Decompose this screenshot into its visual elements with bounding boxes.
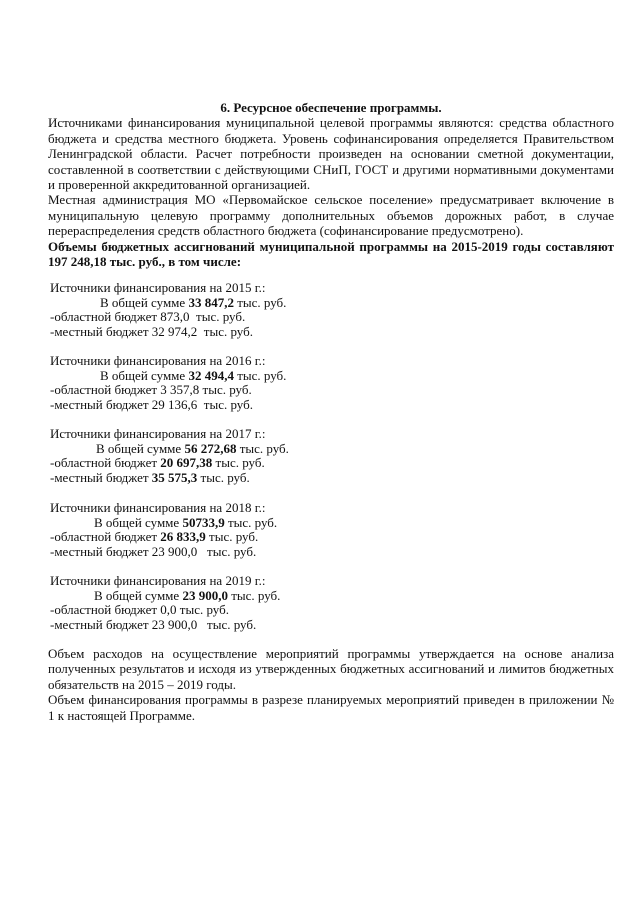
paragraph-local-administration: Местная администрация МО «Первомайское сельское поселение» предусматривает включение в муниципальную целевую программу дополнительных объемов дорожных работ, в случае перераспределения средств областного бюджета (софинансирование предусмотрено). (48, 192, 614, 239)
funding-heading: Источники финансирования на 2016 г.: (50, 353, 266, 368)
funding-total-value: 23 900,0 (182, 587, 228, 603)
funding-regional: -областной бюджет 873,0 тыс. руб. (50, 309, 246, 325)
funding-local: -местный бюджет 29 136,6 тыс. руб. (50, 396, 254, 412)
funding-regional-value: 0,0 (160, 602, 177, 618)
funding-local-value: 23 900,0 (151, 616, 198, 632)
funding-block-2017 (50, 427, 289, 485)
funding-regional: -областной бюджет 26 833,9 тыс. руб. (50, 529, 259, 545)
funding-local-value: 29 136,6 (151, 396, 198, 412)
funding-total: В общей сумме 32 494,4 тыс. руб. (100, 367, 287, 383)
funding-local: -местный бюджет 23 900,0 тыс. руб. (50, 543, 257, 559)
document-body (48, 100, 614, 269)
funding-heading: Источники финансирования на 2019 г.: (50, 573, 266, 588)
funding-total-value: 56 272,68 (184, 440, 237, 456)
funding-local-value: 35 575,3 (151, 469, 198, 485)
paragraph-appendix-reference: Объем финансирования программы в разрезе планируемых мероприятий приведен в приложении № 1 к настоящей Программе. (48, 692, 614, 723)
funding-total: В общей сумме 56 272,68 тыс. руб. (96, 440, 289, 456)
funding-local-value: 32 974,2 (151, 323, 198, 339)
funding-regional-value: 20 697,38 (160, 455, 213, 471)
funding-block-2019 (50, 574, 280, 632)
funding-local-value: 23 900,0 (151, 543, 198, 559)
paragraph-budget-total: Объемы бюджетных ассигнований муниципальной программы на 2015-2019 годы составляют 197 248,18 тыс. руб., в том числе: (48, 238, 614, 270)
funding-regional: -областной бюджет 20 697,38 тыс. руб. (50, 455, 265, 471)
funding-local: -местный бюджет 23 900,0 тыс. руб. (50, 616, 257, 632)
funding-local: -местный бюджет 35 575,3 тыс. руб. (50, 469, 250, 485)
funding-total: В общей сумме 33 847,2 тыс. руб. (100, 294, 287, 310)
funding-heading: Источники финансирования на 2017 г.: (50, 426, 266, 441)
funding-block-2016 (50, 354, 286, 412)
funding-total: В общей сумме 23 900,0 тыс. руб. (94, 587, 281, 603)
funding-block-2015 (50, 281, 286, 339)
funding-block-2018 (50, 501, 277, 559)
funding-heading: Источники финансирования на 2015 г.: (50, 280, 266, 295)
funding-heading: Источники финансирования на 2018 г.: (50, 500, 266, 515)
funding-regional-value: 873,0 (160, 309, 190, 325)
paragraph-funding-sources: Источниками финансирования муниципальной целевой программы являются: средства областного бюджета и средства местного бюджета. Уровень софинансирования определяется Правительством Ленинградской области. Расчет потребности произведен на основании сметной документации, составленной в соответствии с действующими СНиП, ГОСТ и другими нормативными документами и проверенной аккредитованной организацией. (48, 115, 614, 193)
section-title: 6. Ресурсное обеспечение программы. (220, 100, 442, 115)
funding-regional-value: 3 357,8 (160, 382, 200, 398)
paragraph-expense-volume: Объем расходов на осуществление мероприятий программы утверждается на основе анализа полученных результатов и исходя из утвержденных бюджетных ассигнований и лимитов бюджетных обязательств на 2015 – 2019 годы. (48, 646, 614, 692)
closing-section (48, 646, 614, 723)
funding-regional-value: 26 833,9 (160, 529, 206, 545)
funding-total: В общей сумме 50733,9 тыс. руб. (94, 514, 278, 530)
funding-local: -местный бюджет 32 974,2 тыс. руб. (50, 323, 254, 339)
funding-total-value: 33 847,2 (188, 294, 234, 310)
funding-total-value: 50733,9 (182, 514, 225, 530)
funding-total-value: 32 494,4 (188, 367, 234, 383)
funding-regional: -областной бюджет 0,0 тыс. руб. (50, 602, 230, 618)
funding-regional: -областной бюджет 3 357,8 тыс. руб. (50, 382, 252, 398)
